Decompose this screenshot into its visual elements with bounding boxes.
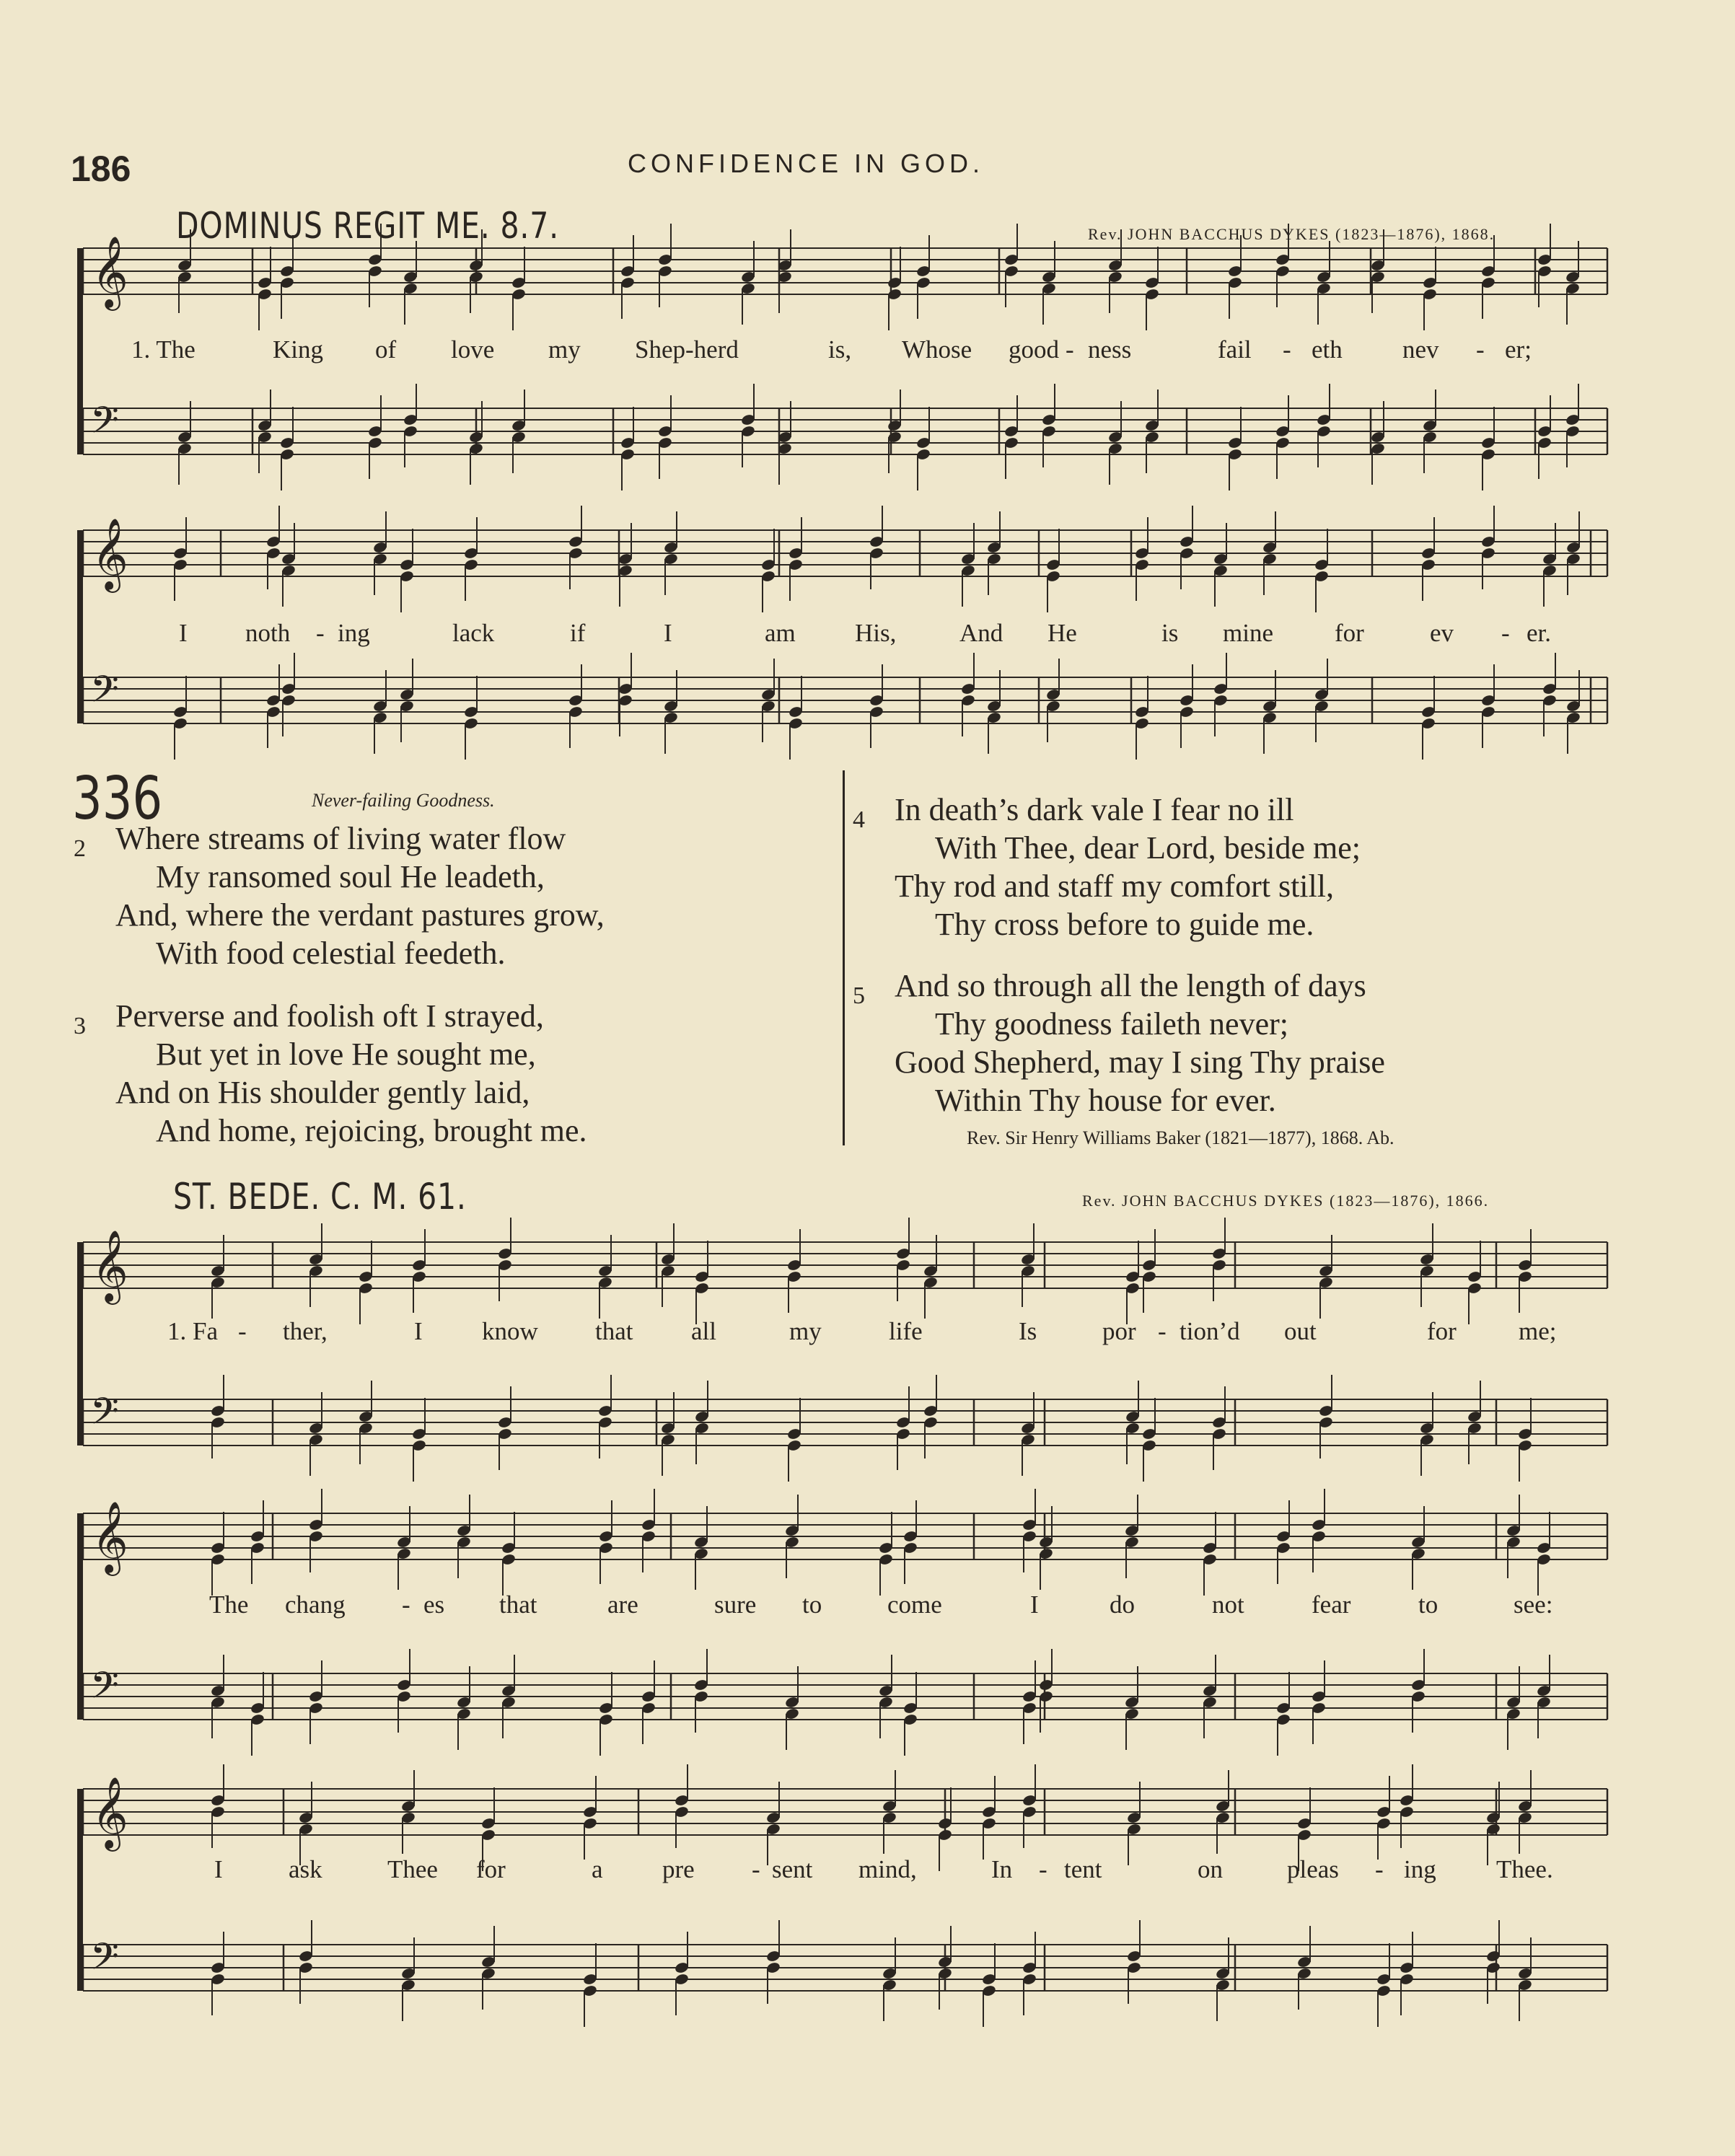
- lyric-syllable: noth: [245, 619, 291, 647]
- clef-icon: 𝄢: [90, 398, 119, 451]
- lyric-syllable: -: [752, 1855, 760, 1883]
- lyric-syllable: -: [1066, 335, 1074, 364]
- stanza-number: 3: [74, 1013, 86, 1039]
- stanza-3: [74, 997, 587, 1150]
- lyric-syllable: ev: [1430, 619, 1454, 647]
- lyric-syllable: my: [548, 335, 581, 364]
- lyric-syllable: my: [789, 1317, 822, 1345]
- lyric-syllable: nev: [1402, 335, 1439, 364]
- lyric-syllable: a: [592, 1855, 603, 1883]
- lyric-syllable: 1. The: [131, 335, 196, 364]
- lyric-syllable: pleas: [1287, 1855, 1339, 1883]
- lyric-syllable: I: [414, 1317, 423, 1345]
- lyric-syllable: mine: [1223, 619, 1273, 647]
- lyric-syllable: er;: [1505, 335, 1532, 364]
- stanza-5: [853, 967, 1385, 1119]
- hymn-author: Rev. Sir Henry Williams Baker (1821—1877), 1868. Ab.: [967, 1127, 1394, 1148]
- lyric-syllable: I: [664, 619, 672, 647]
- lyric-syllable: that: [499, 1590, 537, 1619]
- lyric-syllable: -: [1283, 335, 1291, 364]
- lyric-syllable: Shep-herd: [635, 335, 739, 364]
- lyric-syllable: not: [1212, 1590, 1244, 1619]
- lyric-syllable: Thee.: [1496, 1855, 1553, 1883]
- lyric-syllable: sent: [772, 1855, 813, 1883]
- column-divider: [843, 770, 845, 1145]
- stanza-line: Thy cross before to guide me.: [935, 907, 1314, 942]
- lyric-syllable: tent: [1064, 1855, 1102, 1883]
- lyric-syllable: tion’d: [1180, 1317, 1240, 1345]
- lyric-syllable: Thee: [387, 1855, 438, 1883]
- stanza-line: But yet in love He sought me,: [156, 1037, 536, 1072]
- lyric-syllable: er.: [1527, 619, 1552, 647]
- lyric-syllable: -: [316, 619, 325, 647]
- lyric-syllable: -: [1476, 335, 1485, 364]
- stanza-line: And so through all the length of days: [895, 968, 1366, 1003]
- lyric-syllable: for: [1427, 1317, 1457, 1345]
- lyric-syllable: es: [423, 1590, 445, 1619]
- lyric-syllable: fail: [1218, 335, 1252, 364]
- lyric-syllable: to: [1418, 1590, 1438, 1619]
- lyric-syllable: The: [209, 1590, 249, 1619]
- clef-icon: 𝄢: [90, 667, 119, 720]
- lyric-syllable: on: [1198, 1855, 1223, 1883]
- lyric-syllable: all: [691, 1317, 716, 1345]
- lyric-syllable: His,: [855, 619, 897, 647]
- lyric-syllable: mind,: [858, 1855, 917, 1883]
- lyric-syllable: for: [1335, 619, 1364, 647]
- lyric-syllable: is,: [828, 335, 852, 364]
- stanza-line: Where streams of living water flow: [115, 821, 566, 856]
- stanza-line: And on His shoulder gently laid,: [115, 1075, 530, 1110]
- stanza-2: [74, 819, 605, 972]
- page-number: 186: [71, 149, 131, 189]
- lyric-syllable: -: [1039, 1855, 1047, 1883]
- section-title: CONFIDENCE IN GOD.: [628, 149, 985, 178]
- clef-icon: 𝄞: [92, 1777, 128, 1849]
- lyric-syllable: life: [889, 1317, 923, 1345]
- lyric-syllable: -: [1501, 619, 1510, 647]
- hymn-subtitle: Never-failing Goodness.: [312, 790, 495, 811]
- tune1-name: DOMINUS REGIT ME. 8.7.: [176, 205, 560, 247]
- lyric-syllable: In: [991, 1855, 1013, 1883]
- lyric-syllable: por: [1102, 1317, 1136, 1345]
- lyric-syllable: ask: [289, 1855, 322, 1883]
- lyric-syllable: I: [1030, 1590, 1039, 1619]
- stanza-line: Good Shepherd, may I sing Thy praise: [895, 1044, 1385, 1080]
- lyric-syllable: Is: [1019, 1317, 1037, 1345]
- lyric-syllable: ness: [1088, 335, 1132, 364]
- lyric-syllable: love: [451, 335, 495, 364]
- tune2-composer: Rev. JOHN BACCHUS DYKES (1823—1876), 1866.: [1082, 1192, 1490, 1210]
- stanza-number: 5: [853, 982, 865, 1009]
- stanza-line: Thy rod and staff my comfort still,: [895, 868, 1334, 904]
- lyric-syllable: 1. Fa: [167, 1317, 218, 1345]
- lyric-syllable: Whose: [902, 335, 972, 364]
- lyric-syllable: lack: [452, 619, 495, 647]
- lyric-syllable: good: [1009, 335, 1059, 364]
- lyric-syllable: ing: [1404, 1855, 1436, 1883]
- lyric-syllable: for: [476, 1855, 506, 1883]
- stanza-4: [853, 791, 1361, 943]
- lyric-syllable: sure: [714, 1590, 757, 1619]
- lyric-syllable: And: [959, 619, 1003, 647]
- lyric-syllable: are: [607, 1590, 638, 1619]
- lyric-syllable: -: [1375, 1855, 1384, 1883]
- stanza-line: With Thee, dear Lord, beside me;: [935, 830, 1361, 866]
- stanza-line: In death’s dark vale I fear no ill: [895, 792, 1294, 827]
- lyric-syllable: I: [179, 619, 188, 647]
- lyric-syllable: chang: [285, 1590, 346, 1619]
- stanza-line: Within Thy house for ever.: [935, 1083, 1276, 1118]
- lyric-syllable: if: [570, 619, 586, 647]
- lyric-syllable: am: [765, 619, 796, 647]
- lyric-syllable: come: [887, 1590, 942, 1619]
- stanza-number: 2: [74, 835, 86, 862]
- lyric-syllable: do: [1110, 1590, 1135, 1619]
- lyric-syllable: me;: [1519, 1317, 1557, 1345]
- lyric-syllable: eth: [1312, 335, 1343, 364]
- lyric-syllable: -: [402, 1590, 410, 1619]
- lyric-syllable: that: [595, 1317, 633, 1345]
- lyric-syllable: I: [214, 1855, 223, 1883]
- lyric-syllable: out: [1284, 1317, 1317, 1345]
- stanza-line: Perverse and foolish oft I strayed,: [115, 998, 544, 1034]
- lyric-syllable: to: [802, 1590, 822, 1619]
- lyric-syllable: -: [238, 1317, 247, 1345]
- lyric-syllable: King: [273, 335, 323, 364]
- clef-icon: 𝄢: [90, 1663, 119, 1716]
- lyric-syllable: He: [1047, 619, 1077, 647]
- lyric-syllable: pre: [662, 1855, 695, 1883]
- clef-icon: 𝄞: [92, 518, 128, 590]
- stanza-line: And home, rejoicing, brought me.: [156, 1113, 587, 1148]
- lyric-syllable: of: [375, 335, 397, 364]
- clef-icon: 𝄞: [92, 1230, 128, 1302]
- lyric-syllable: know: [482, 1317, 538, 1345]
- tune1-composer: Rev. JOHN BACCHUS DYKES (1823—1876), 1868.: [1088, 225, 1495, 243]
- lyric-syllable: see:: [1514, 1590, 1553, 1619]
- clef-icon: 𝄢: [90, 1935, 119, 1987]
- lyric-syllable: ing: [338, 619, 370, 647]
- lyric-syllable: -: [1158, 1317, 1167, 1345]
- stanza-number: 4: [853, 806, 865, 833]
- hymn-number: 336: [72, 765, 163, 833]
- lyric-syllable: fear: [1312, 1590, 1351, 1619]
- lyric-syllable: ther,: [283, 1317, 328, 1345]
- clef-icon: 𝄞: [92, 236, 128, 308]
- stanza-line: My ransomed soul He leadeth,: [156, 859, 545, 894]
- tune2-name: ST. BEDE. C. M. 61.: [173, 1176, 467, 1218]
- clef-icon: 𝄞: [92, 1501, 128, 1573]
- clef-icon: 𝄢: [90, 1389, 119, 1442]
- stanza-line: With food celestial feedeth.: [156, 936, 506, 971]
- stanza-line: Thy goodness faileth never;: [935, 1006, 1288, 1042]
- lyric-syllable: is: [1161, 619, 1179, 647]
- stanza-line: And, where the verdant pastures grow,: [115, 897, 605, 933]
